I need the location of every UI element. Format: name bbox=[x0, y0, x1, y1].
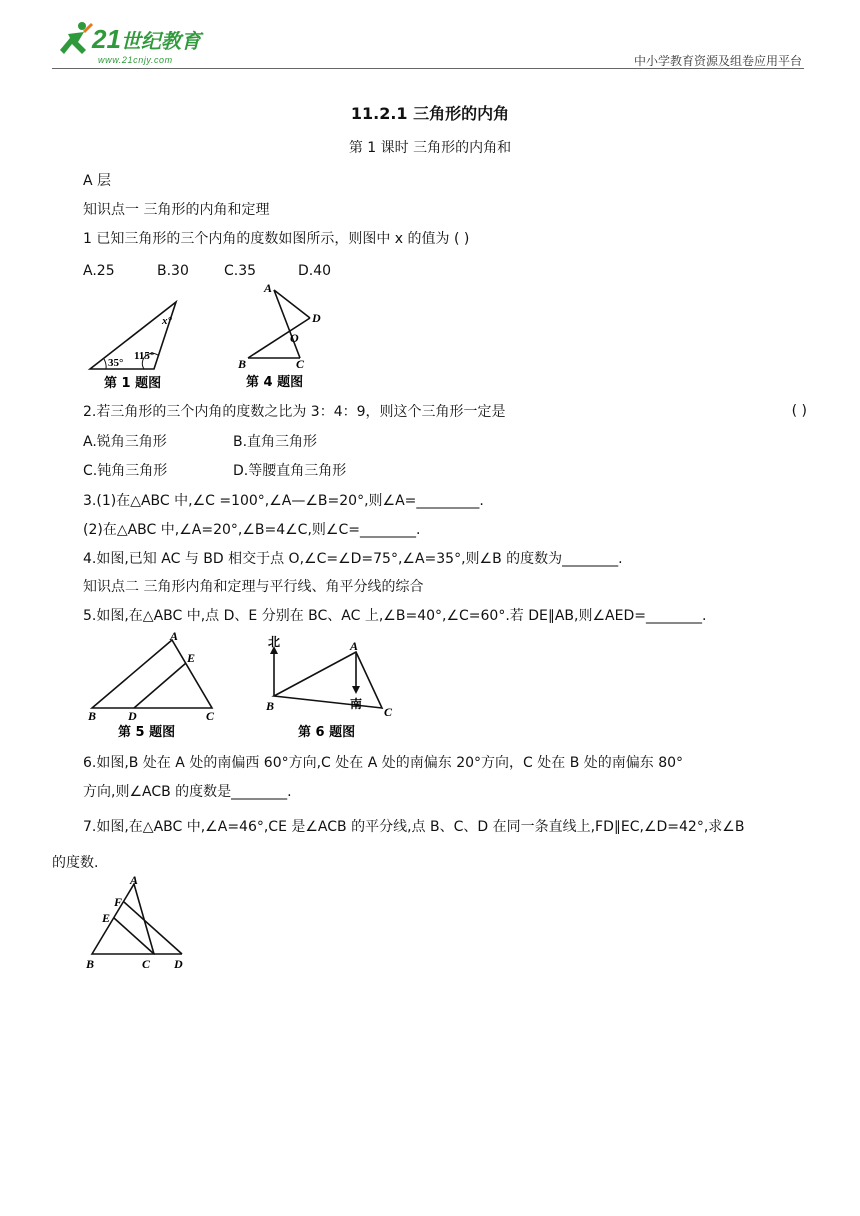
level-label: A 层 bbox=[83, 173, 112, 189]
option-b: B.30 bbox=[157, 263, 189, 279]
south-arrowhead-icon bbox=[352, 686, 360, 694]
logo-chinese: 世纪教育 bbox=[120, 31, 201, 53]
point-label-b: B bbox=[88, 709, 97, 723]
site-logo[interactable] bbox=[58, 20, 228, 70]
point-label-d: D bbox=[174, 957, 183, 971]
page-subtitle: 第 1 课时 三角形的内角和 bbox=[348, 140, 512, 156]
point-label-f: F bbox=[114, 895, 123, 909]
header-tagline: 中小学教育资源及组卷应用平台 bbox=[633, 54, 802, 68]
triangle-shape bbox=[90, 302, 176, 369]
question-1-options bbox=[83, 262, 331, 280]
point-label-b: B bbox=[266, 699, 275, 713]
point-label-c: C bbox=[142, 957, 151, 971]
segment-de bbox=[134, 663, 186, 708]
segment-db bbox=[248, 318, 310, 358]
option-c: C.钝角三角形 bbox=[83, 463, 168, 479]
option-c: C.35 bbox=[224, 263, 257, 279]
angle-label-x: x° bbox=[162, 315, 172, 327]
logo-number: 21 bbox=[92, 24, 121, 54]
point-label-c: C bbox=[206, 709, 215, 723]
figure-5 bbox=[84, 628, 224, 740]
question-6-line-2: 方向,则∠ACB 的度数是________. bbox=[83, 784, 292, 800]
point-label-e: E bbox=[187, 651, 196, 665]
figure-4 bbox=[234, 280, 344, 392]
point-label-c: C bbox=[296, 357, 305, 371]
header-divider bbox=[52, 68, 804, 69]
option-a: A.25 bbox=[83, 263, 115, 279]
question-2: 2.若三角形的三个内角的度数之比为 3：4：9，则这个三角形一定是 bbox=[83, 404, 506, 420]
figure-7 bbox=[84, 872, 194, 972]
option-a: A.锐角三角形 bbox=[83, 434, 167, 450]
question-5: 5.如图,在△ABC 中,点 D、E 分别在 BC、AC 上,∠B=40°,∠C=60°.若 DE∥AB,则∠AED=________. bbox=[83, 608, 707, 624]
section-heading-1: 知识点一 三角形的内角和定理 bbox=[83, 202, 270, 218]
answer-bracket: ( ) bbox=[791, 403, 807, 419]
figure-caption: 第 6 题图 bbox=[298, 725, 356, 740]
point-label-o: O bbox=[290, 331, 299, 345]
option-b: B.直角三角形 bbox=[233, 434, 318, 450]
figure-caption: 第 5 题图 bbox=[118, 725, 176, 740]
point-label-a: A bbox=[170, 629, 179, 643]
page-title: 11.2.1 三角形的内角 bbox=[350, 104, 510, 123]
question-3-part-2: (2)在△ABC 中,∠A=20°,∠B=4∠C,则∠C=________. bbox=[83, 522, 421, 538]
figure-1 bbox=[84, 292, 194, 392]
north-label: 北 bbox=[268, 635, 281, 649]
section-heading-2: 知识点二 三角形内角和定理与平行线、角平分线的综合 bbox=[83, 579, 424, 595]
question-4: 4.如图,已知 AC 与 BD 相交于点 O,∠C=∠D=75°,∠A=35°,则∠B 的度数为________. bbox=[83, 551, 623, 567]
option-d: D.40 bbox=[298, 263, 332, 279]
figure-caption: 第 4 题图 bbox=[246, 375, 304, 390]
point-label-d: D bbox=[128, 709, 137, 723]
question-1: 1 已知三角形的三个内角的度数如图所示，则图中 x 的值为 ( ) bbox=[83, 231, 470, 247]
point-label-d: D bbox=[312, 311, 321, 325]
option-d: D.等腰直角三角形 bbox=[233, 463, 347, 479]
segment-fd bbox=[124, 902, 182, 954]
angle-label-115: 115° bbox=[134, 350, 155, 362]
point-label-e: E bbox=[102, 911, 111, 925]
figure-caption: 第 1 题图 bbox=[104, 376, 162, 391]
figure-6 bbox=[262, 630, 402, 742]
logo-url: www.21cnjy.com bbox=[98, 55, 173, 65]
question-7-line-1: 7.如图,在△ABC 中,∠A=46°,CE 是∠ACB 的平分线,点 B、C、D 在同一条直线上,FD∥EC,∠D=42°,求∠B bbox=[83, 819, 745, 835]
runner-logo-icon bbox=[58, 20, 94, 60]
point-label-b: B bbox=[238, 357, 247, 371]
south-label: 南 bbox=[350, 697, 363, 711]
point-label-c: C bbox=[384, 705, 393, 719]
point-label-b: B bbox=[86, 957, 95, 971]
question-2-options-row-2 bbox=[83, 462, 346, 480]
point-label-a: A bbox=[350, 639, 359, 653]
page-header bbox=[0, 0, 860, 72]
point-label-a: A bbox=[264, 281, 273, 295]
angle-label-35: 35° bbox=[108, 357, 124, 369]
question-6-line-1: 6.如图,B 处在 A 处的南偏西 60°方向,C 处在 A 处的南偏东 20°方向，C 处在 B 处的南偏东 80° bbox=[83, 755, 684, 771]
angle-arc bbox=[104, 359, 106, 369]
point-label-a: A bbox=[130, 873, 139, 887]
question-3-part-1: 3.(1)在△ABC 中,∠C =100°,∠A—∠B=20°,则∠A=_________. bbox=[83, 493, 484, 509]
logo-wordmark bbox=[92, 24, 201, 55]
question-2-options-row-1 bbox=[83, 433, 317, 451]
triangle-abc bbox=[274, 652, 382, 708]
question-7-line-2: 的度数. bbox=[52, 855, 99, 871]
